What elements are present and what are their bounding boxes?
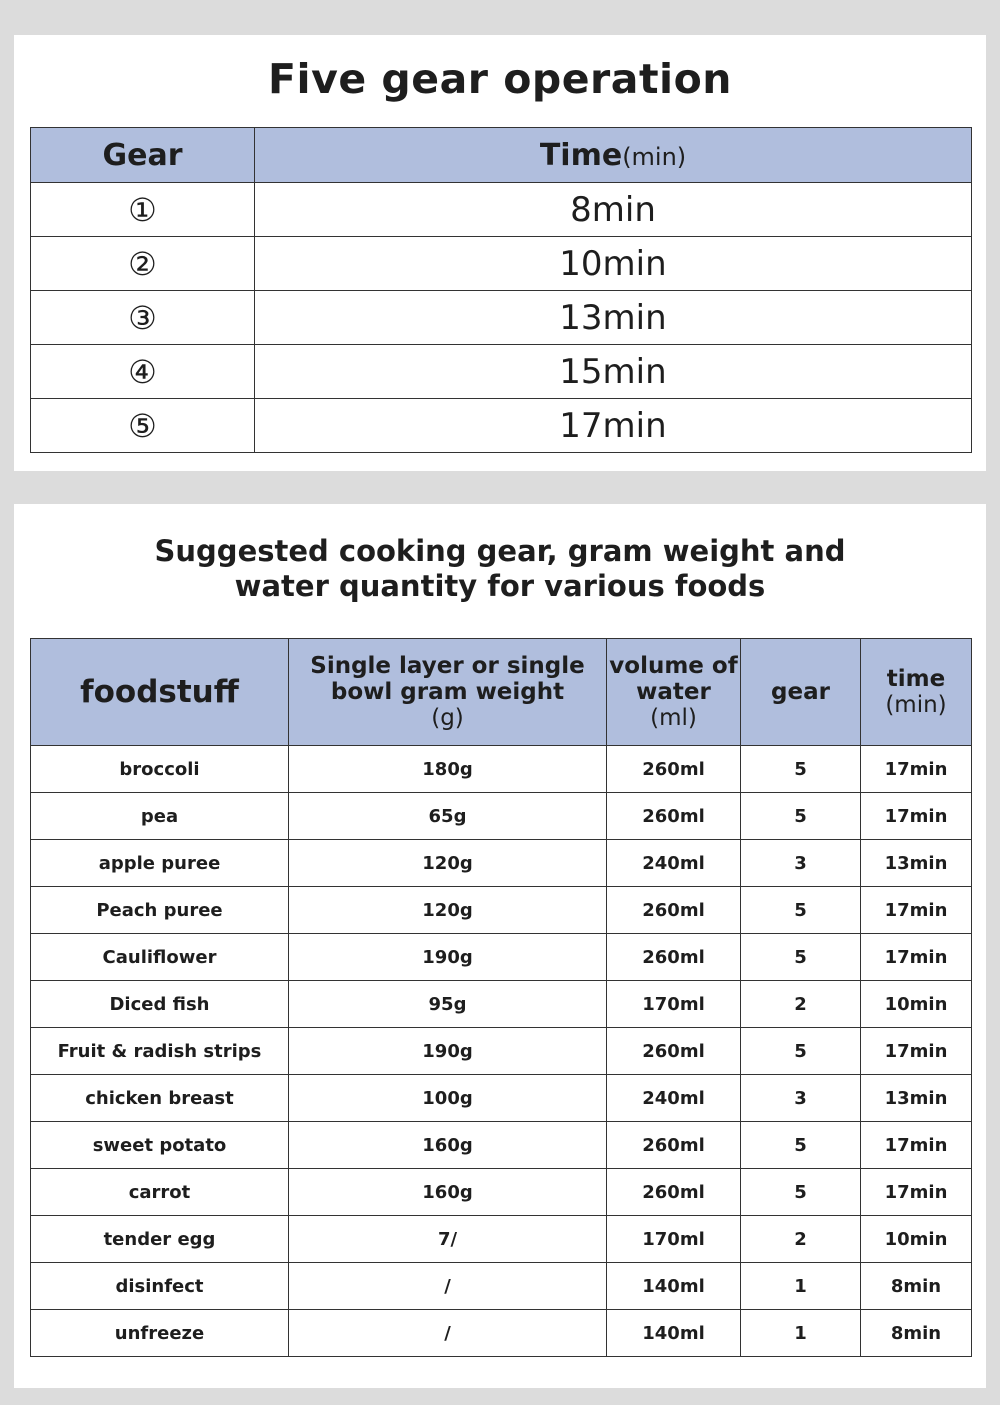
gear-cell: ① bbox=[31, 183, 255, 237]
table-row bbox=[31, 1310, 972, 1357]
time-column-header: time (min) bbox=[861, 639, 972, 746]
time-cell: 15min bbox=[255, 345, 972, 399]
table-row bbox=[31, 183, 972, 237]
gear-operation-panel bbox=[14, 35, 986, 471]
weight-cell: 7/ bbox=[289, 1216, 607, 1263]
water-cell: 260ml bbox=[607, 934, 741, 981]
gear-cell: 1 bbox=[741, 1310, 861, 1357]
table-row bbox=[31, 840, 972, 887]
food-cell: unfreeze bbox=[31, 1310, 289, 1357]
food-suggestion-table bbox=[30, 638, 972, 1357]
time-cell: 17min bbox=[861, 1122, 972, 1169]
time-column-header: Time(min) bbox=[255, 128, 972, 183]
water-cell: 260ml bbox=[607, 1122, 741, 1169]
food-table-header-row bbox=[31, 639, 972, 746]
food-cell: Peach puree bbox=[31, 887, 289, 934]
gear-cell: 5 bbox=[741, 746, 861, 793]
time-cell: 17min bbox=[861, 746, 972, 793]
foodstuff-column-header: foodstuff bbox=[31, 639, 289, 746]
table-row bbox=[31, 1075, 972, 1122]
food-cell: pea bbox=[31, 793, 289, 840]
food-suggestion-panel bbox=[14, 504, 986, 1388]
food-cell: sweet potato bbox=[31, 1122, 289, 1169]
weight-cell: 160g bbox=[289, 1169, 607, 1216]
weight-cell: 95g bbox=[289, 981, 607, 1028]
weight-cell: 190g bbox=[289, 1028, 607, 1075]
weight-cell: 180g bbox=[289, 746, 607, 793]
food-section-title bbox=[14, 534, 986, 604]
time-cell: 13min bbox=[255, 291, 972, 345]
water-cell: 170ml bbox=[607, 981, 741, 1028]
table-row bbox=[31, 399, 972, 453]
time-cell: 17min bbox=[861, 1028, 972, 1075]
gear-table-header-row bbox=[31, 128, 972, 183]
time-cell: 8min bbox=[255, 183, 972, 237]
gear-section-title: Five gear operation bbox=[268, 55, 732, 103]
gear-cell: 5 bbox=[741, 1122, 861, 1169]
time-cell: 8min bbox=[861, 1263, 972, 1310]
time-cell: 13min bbox=[861, 840, 972, 887]
time-cell: 17min bbox=[861, 1169, 972, 1216]
water-cell: 140ml bbox=[607, 1263, 741, 1310]
time-cell: 8min bbox=[861, 1310, 972, 1357]
gear-cell: 3 bbox=[741, 840, 861, 887]
table-row bbox=[31, 1216, 972, 1263]
water-column-header: volume of water (ml) bbox=[607, 639, 741, 746]
table-row bbox=[31, 793, 972, 840]
time-cell: 17min bbox=[861, 887, 972, 934]
weight-column-header: Single layer or single bowl gram weight (g) bbox=[289, 639, 607, 746]
gear-cell: 2 bbox=[741, 981, 861, 1028]
water-cell: 240ml bbox=[607, 840, 741, 887]
water-cell: 260ml bbox=[607, 1169, 741, 1216]
time-cell: 17min bbox=[255, 399, 972, 453]
water-cell: 240ml bbox=[607, 1075, 741, 1122]
gear-cell: 3 bbox=[741, 1075, 861, 1122]
table-row bbox=[31, 934, 972, 981]
gear-column-header: Gear bbox=[31, 128, 255, 183]
food-cell: Fruit & radish strips bbox=[31, 1028, 289, 1075]
food-cell: apple puree bbox=[31, 840, 289, 887]
table-row bbox=[31, 345, 972, 399]
water-cell: 260ml bbox=[607, 746, 741, 793]
time-cell: 10min bbox=[861, 981, 972, 1028]
table-row bbox=[31, 1028, 972, 1075]
food-cell: Cauliflower bbox=[31, 934, 289, 981]
gear-cell: 5 bbox=[741, 1169, 861, 1216]
weight-cell: 65g bbox=[289, 793, 607, 840]
table-row bbox=[31, 291, 972, 345]
food-cell: disinfect bbox=[31, 1263, 289, 1310]
weight-cell: / bbox=[289, 1263, 607, 1310]
gear-cell: ② bbox=[31, 237, 255, 291]
table-row bbox=[31, 981, 972, 1028]
time-cell: 17min bbox=[861, 793, 972, 840]
time-cell: 10min bbox=[255, 237, 972, 291]
time-cell: 13min bbox=[861, 1075, 972, 1122]
time-cell: 17min bbox=[861, 934, 972, 981]
water-cell: 140ml bbox=[607, 1310, 741, 1357]
table-row bbox=[31, 237, 972, 291]
time-cell: 10min bbox=[861, 1216, 972, 1263]
water-cell: 170ml bbox=[607, 1216, 741, 1263]
food-title-line1: Suggested cooking gear, gram weight and bbox=[154, 534, 846, 568]
gear-cell: 1 bbox=[741, 1263, 861, 1310]
table-row bbox=[31, 1122, 972, 1169]
gear-cell: 5 bbox=[741, 887, 861, 934]
food-cell: chicken breast bbox=[31, 1075, 289, 1122]
table-row bbox=[31, 1263, 972, 1310]
gear-time-table bbox=[30, 127, 972, 453]
water-cell: 260ml bbox=[607, 887, 741, 934]
table-row bbox=[31, 1169, 972, 1216]
water-cell: 260ml bbox=[607, 793, 741, 840]
weight-cell: 100g bbox=[289, 1075, 607, 1122]
food-title-line2: water quantity for various foods bbox=[234, 569, 766, 603]
gear-cell: ④ bbox=[31, 345, 255, 399]
food-cell: carrot bbox=[31, 1169, 289, 1216]
weight-cell: 190g bbox=[289, 934, 607, 981]
gear-cell: 5 bbox=[741, 1028, 861, 1075]
table-row bbox=[31, 746, 972, 793]
weight-cell: / bbox=[289, 1310, 607, 1357]
food-cell: broccoli bbox=[31, 746, 289, 793]
gear-cell: 2 bbox=[741, 1216, 861, 1263]
weight-cell: 160g bbox=[289, 1122, 607, 1169]
gear-cell: 5 bbox=[741, 934, 861, 981]
gear-cell: 5 bbox=[741, 793, 861, 840]
gear-cell: ⑤ bbox=[31, 399, 255, 453]
gear-column-header: gear bbox=[741, 639, 861, 746]
table-row bbox=[31, 887, 972, 934]
weight-cell: 120g bbox=[289, 887, 607, 934]
gear-cell: ③ bbox=[31, 291, 255, 345]
water-cell: 260ml bbox=[607, 1028, 741, 1075]
food-cell: Diced fish bbox=[31, 981, 289, 1028]
weight-cell: 120g bbox=[289, 840, 607, 887]
food-cell: tender egg bbox=[31, 1216, 289, 1263]
